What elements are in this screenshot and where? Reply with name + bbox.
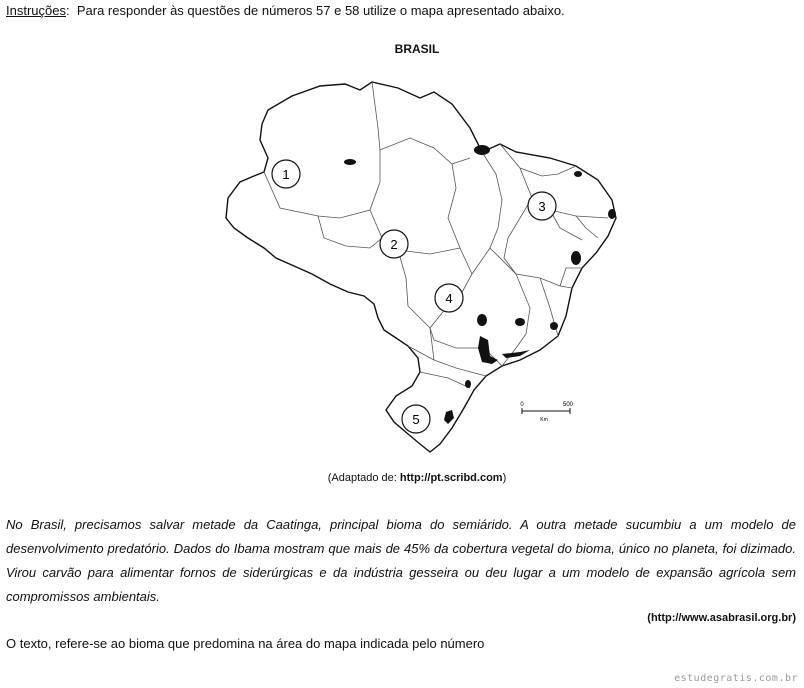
text-paragraph: No Brasil, precisamos salvar metade da Caatinga, principal bioma do semiárido. A outra metade sucumbiu a um modelo de desenvolvimento predatório. Dados do Ibama mostram que mais de 45% da cobertura vegetal do bioma, único no planeta, foi dizimado. Virou carvão para alimentar fornos de siderúrgicas e da indústria gesseira ou deu lugar a um modelo de expansão agrícola sem compromissos ambientais. xyxy=(6,517,796,604)
region-marker-3 xyxy=(528,192,556,220)
region-marker-1 xyxy=(272,160,300,188)
scale-unit: Km xyxy=(540,417,548,423)
svg-text:2: 2 xyxy=(390,237,398,252)
region-marker-5 xyxy=(402,405,430,433)
region-marker-4 xyxy=(435,284,463,312)
region-marker-2 xyxy=(380,230,408,258)
svg-text:3: 3 xyxy=(538,199,546,214)
caption-link[interactable]: http://pt.scribd.com xyxy=(399,472,503,484)
question-text: O texto, refere-se ao bioma que predomina na área do mapa indicada pelo número xyxy=(6,636,485,651)
scale-bar xyxy=(520,402,573,423)
instructions-line: Instruções: Para responder às questões de números 57 e 58 utilize o mapa apresentado abaixo. xyxy=(6,3,565,18)
map-title: BRASIL xyxy=(394,42,440,56)
map-caption: (Adaptado de: http://pt.scribd.com) xyxy=(327,472,507,484)
scale-start: 0 xyxy=(520,402,524,408)
svg-text:5: 5 xyxy=(412,412,420,427)
svg-text:1: 1 xyxy=(282,167,290,182)
brazil-outline xyxy=(226,82,616,452)
instructions-text: Para responder às questões de números 57 e 58 utilize o mapa apresentado abaixo. xyxy=(76,3,565,18)
text-source: (http://www.asabrasil.org.br) xyxy=(647,612,796,624)
brazil-map xyxy=(220,78,620,453)
instructions-label: Instruções xyxy=(6,3,66,18)
svg-text:4: 4 xyxy=(445,291,453,306)
scale-end: 500 xyxy=(562,402,574,408)
watermark: estudegratis.com.br xyxy=(674,673,798,684)
